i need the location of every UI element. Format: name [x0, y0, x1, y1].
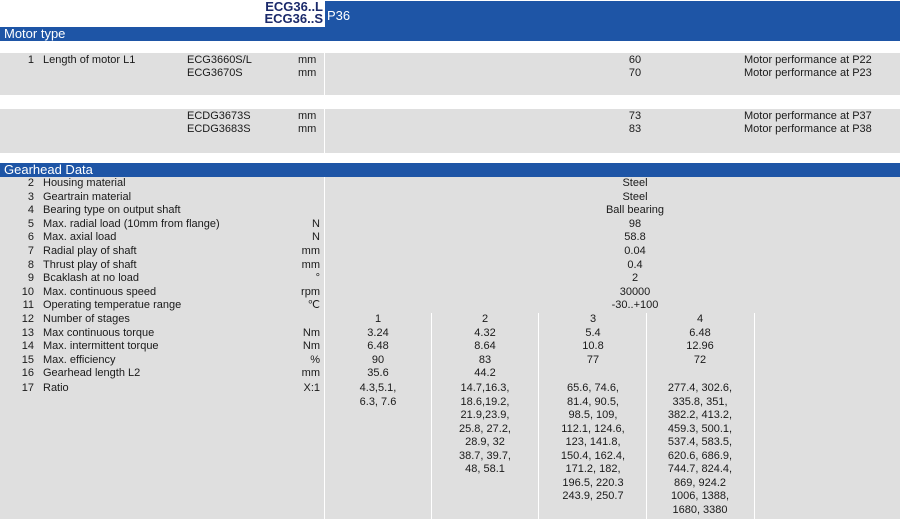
- row-number: 4: [27, 204, 34, 217]
- row-number: 16: [21, 367, 34, 380]
- column-divider: [324, 137, 325, 153]
- column-divider: [324, 367, 325, 381]
- value-cell: 60: [628, 54, 642, 66]
- motor-band: [0, 53, 900, 81]
- row-label: Max. efficiency: [43, 353, 116, 366]
- stage-value: 83: [478, 353, 492, 366]
- ratio-value: 150.4, 162.4,: [560, 449, 626, 462]
- motor-band: [0, 109, 900, 137]
- row-label: Gearhead length L2: [43, 367, 141, 380]
- column-divider: [538, 354, 539, 368]
- gearhead-data-header: [0, 163, 900, 177]
- stage-value: 4.32: [474, 326, 496, 339]
- unit-cell: mm: [298, 123, 317, 135]
- row-number: 10: [21, 285, 34, 298]
- row-label: Operating temperatue range: [43, 299, 182, 312]
- stage-value: 1: [374, 313, 382, 325]
- spec-row: [0, 245, 900, 259]
- row-number: 8: [27, 258, 34, 271]
- column-divider: [646, 340, 647, 354]
- ratio-row: [0, 381, 900, 519]
- row-label: Ratio: [43, 382, 69, 394]
- column-divider: [646, 381, 647, 519]
- column-divider: [324, 259, 325, 273]
- column-divider: [431, 313, 432, 327]
- gearhead-data-title: Gearhead Data: [4, 162, 93, 177]
- column-divider: [324, 95, 325, 109]
- page-ref-bar: [325, 1, 900, 27]
- ratio-value: 38.7, 39.7,: [459, 449, 511, 462]
- motor-model: ECDG3673S: [187, 110, 251, 122]
- stage-row: [0, 354, 900, 368]
- unit-cell: N: [312, 231, 320, 244]
- row-label: Max. radial load (10mm from flange): [43, 217, 220, 230]
- motor-band: [0, 41, 900, 53]
- ratio-value: 277.4, 302.6,: [667, 382, 733, 394]
- spec-row: [0, 299, 900, 313]
- ratio-value: 81.4, 90.5,: [567, 395, 619, 408]
- row-number: 6: [27, 231, 34, 244]
- motor-table: [0, 41, 900, 153]
- column-divider: [324, 245, 325, 259]
- column-divider: [646, 367, 647, 381]
- motor-type-header: [0, 27, 900, 41]
- column-divider: [324, 381, 325, 519]
- value-cell: 83: [628, 123, 642, 135]
- column-divider: [324, 231, 325, 245]
- row-number: 14: [21, 340, 34, 353]
- motor-performance-note: Motor performance at P22: [744, 54, 872, 66]
- value-cell: 73: [628, 110, 642, 122]
- row-number: 11: [22, 299, 34, 312]
- unit-cell: mm: [298, 54, 317, 66]
- value-cell: 98: [628, 217, 642, 230]
- row-number: 13: [21, 326, 34, 339]
- ratio-value: 459.3, 500.1,: [667, 422, 733, 435]
- motor-model: ECDG3683S: [187, 123, 251, 135]
- motor-band: [0, 81, 900, 95]
- column-divider: [324, 53, 325, 81]
- unit-cell: rpm: [301, 285, 320, 298]
- column-divider: [324, 327, 325, 341]
- ratio-value: 1680, 3380: [672, 503, 728, 516]
- value-cell: 0.04: [624, 245, 646, 257]
- model-code-header: [243, 1, 323, 25]
- spec-row: [0, 231, 900, 245]
- column-divider: [324, 340, 325, 354]
- ratio-value: 537.4, 583.5,: [667, 436, 733, 448]
- ratio-value: 744.7, 824.4,: [667, 463, 733, 475]
- ratio-value: 14.7,16.3,: [460, 382, 510, 394]
- column-divider: [538, 367, 539, 381]
- row-label: Max. axial load: [43, 231, 117, 244]
- row-label: Radial play of shaft: [43, 245, 137, 257]
- stage-row: [0, 340, 900, 354]
- ratio-value: 243.9, 250.7: [562, 490, 624, 502]
- column-divider: [431, 354, 432, 368]
- value-cell: Steel: [622, 177, 648, 189]
- row-label: Bearing type on output shaft: [43, 204, 181, 217]
- column-divider: [538, 313, 539, 327]
- stage-row: [0, 327, 900, 341]
- stage-value: 3.24: [367, 326, 389, 339]
- unit-cell: ℃: [307, 299, 320, 312]
- ratio-value: 335.8, 351,: [672, 395, 728, 408]
- ratio-value: 196.5, 220.3: [562, 476, 624, 489]
- row-label: Number of stages: [43, 313, 130, 325]
- model-code-line-1: ECG36..L: [265, 0, 323, 14]
- row-label: Max. intermittent torque: [43, 340, 159, 353]
- stage-value: 4: [696, 313, 704, 325]
- unit-cell: mm: [301, 245, 320, 257]
- row-number: 2: [27, 177, 34, 189]
- row-label: Max continuous torque: [43, 326, 155, 339]
- stage-value: 77: [586, 353, 600, 366]
- row-number: 1: [27, 54, 34, 66]
- column-divider: [324, 218, 325, 232]
- ratio-value: 1006, 1388,: [670, 490, 730, 502]
- ratio-value: 65.6, 74.6,: [567, 382, 619, 394]
- unit-cell: mm: [298, 110, 317, 122]
- ratio-value: 869, 924.2: [674, 476, 726, 489]
- ratio-value: 25.8, 27.2,: [459, 422, 511, 435]
- motor-type-title: Motor type: [4, 26, 66, 41]
- unit-cell: %: [310, 353, 320, 366]
- ratio-value: 21.9,23.9,: [460, 409, 510, 421]
- ratio-value: 4.3,5.1,: [359, 382, 397, 394]
- value-cell: 2: [631, 272, 639, 285]
- stage-value: 6.48: [367, 340, 389, 353]
- stage-value: 5.4: [585, 326, 601, 339]
- ratio-value: 6.3, 7.6: [359, 395, 397, 408]
- column-divider: [324, 313, 325, 327]
- stage-row: [0, 367, 900, 381]
- row-number: 17: [21, 382, 34, 394]
- ratio-value: 48, 58.1: [465, 463, 505, 475]
- motor-band: [0, 137, 900, 153]
- unit-cell: Nm: [302, 326, 320, 339]
- unit-cell: °: [315, 272, 320, 285]
- column-divider: [538, 327, 539, 341]
- ratio-value: 620.6, 686.9,: [667, 449, 733, 462]
- row-number: 7: [27, 245, 34, 257]
- value-cell: 58.8: [624, 231, 646, 244]
- unit-cell: Nm: [302, 340, 320, 353]
- unit-cell: mm: [298, 67, 317, 79]
- stage-value: 72: [693, 353, 707, 366]
- spec-row: [0, 191, 900, 205]
- ratio-value: 123, 141.8,: [565, 436, 621, 448]
- spec-row: [0, 204, 900, 218]
- page-ref-label: P36: [327, 8, 351, 23]
- column-divider: [754, 313, 755, 327]
- stage-value: 2: [481, 313, 489, 325]
- gearhead-table: [0, 177, 900, 519]
- column-divider: [538, 340, 539, 354]
- column-divider: [324, 272, 325, 286]
- value-cell: 70: [628, 67, 642, 79]
- column-divider: [754, 327, 755, 341]
- ratio-value: 18.6,19.2,: [460, 395, 510, 408]
- row-label: Bcaklash at no load: [43, 272, 140, 285]
- row-label: Thrust play of shaft: [43, 258, 137, 271]
- spec-row: [0, 177, 900, 191]
- column-divider: [324, 204, 325, 218]
- spec-row: [0, 286, 900, 300]
- ratio-value: 171.2, 182,: [565, 463, 621, 475]
- value-cell: Ball bearing: [605, 204, 665, 217]
- column-divider: [431, 327, 432, 341]
- value-cell: 0.4: [627, 258, 643, 271]
- row-label: Max. continuous speed: [43, 285, 157, 298]
- row-number: 3: [27, 190, 34, 203]
- column-divider: [646, 313, 647, 327]
- column-divider: [754, 381, 755, 519]
- value-cell: Steel: [622, 190, 648, 203]
- column-divider: [324, 191, 325, 205]
- spec-row: [0, 218, 900, 232]
- column-divider: [538, 381, 539, 519]
- spec-row: [0, 259, 900, 273]
- column-divider: [646, 327, 647, 341]
- value-cell: 30000: [619, 285, 651, 298]
- column-divider: [431, 367, 432, 381]
- stage-row: [0, 313, 900, 327]
- stage-value: 12.96: [686, 340, 714, 353]
- column-divider: [324, 177, 325, 191]
- model-code-line-2: ECG36..S: [264, 11, 323, 26]
- column-divider: [754, 367, 755, 381]
- ratio-value: 28.9, 32: [465, 436, 505, 448]
- column-divider: [324, 286, 325, 300]
- stage-value: 44.2: [474, 367, 496, 380]
- column-divider: [324, 354, 325, 368]
- ratio-value: 112.1, 124.6,: [561, 422, 625, 435]
- column-divider: [431, 340, 432, 354]
- unit-cell: mm: [301, 367, 320, 380]
- motor-performance-note: Motor performance at P38: [744, 123, 872, 135]
- ratio-value: 382.2, 413.2,: [667, 409, 733, 421]
- row-label: Housing material: [43, 177, 126, 189]
- column-divider: [324, 81, 325, 95]
- unit-cell: mm: [301, 258, 320, 271]
- row-number: 12: [21, 313, 34, 325]
- motor-band: [0, 95, 900, 109]
- column-divider: [754, 340, 755, 354]
- row-number: 5: [27, 217, 34, 230]
- column-divider: [324, 299, 325, 313]
- motor-performance-note: Motor performance at P37: [744, 110, 872, 122]
- unit-cell: N: [312, 217, 320, 230]
- column-divider: [324, 109, 325, 137]
- column-divider: [431, 381, 432, 519]
- row-number: 15: [21, 353, 34, 366]
- motor-performance-note: Motor performance at P23: [744, 67, 872, 79]
- value-cell: -30..+100: [611, 299, 659, 312]
- motor-model: ECG3670S: [187, 67, 243, 79]
- ratio-value: 98.5, 109,: [568, 409, 618, 421]
- column-divider: [646, 354, 647, 368]
- row-label: Length of motor L1: [43, 54, 136, 66]
- row-number: 9: [27, 272, 34, 285]
- stage-value: 3: [589, 313, 597, 325]
- stage-value: 8.64: [474, 340, 496, 353]
- stage-value: 35.6: [367, 367, 389, 380]
- column-divider: [754, 354, 755, 368]
- row-label: Geartrain material: [43, 190, 132, 203]
- motor-model: ECG3660S/L: [187, 54, 252, 66]
- stage-value: 6.48: [689, 326, 711, 339]
- stage-value: 10.8: [582, 340, 604, 353]
- column-divider: [324, 41, 325, 53]
- spec-row: [0, 272, 900, 286]
- stage-value: 90: [371, 353, 385, 366]
- unit-cell: X:1: [303, 382, 320, 394]
